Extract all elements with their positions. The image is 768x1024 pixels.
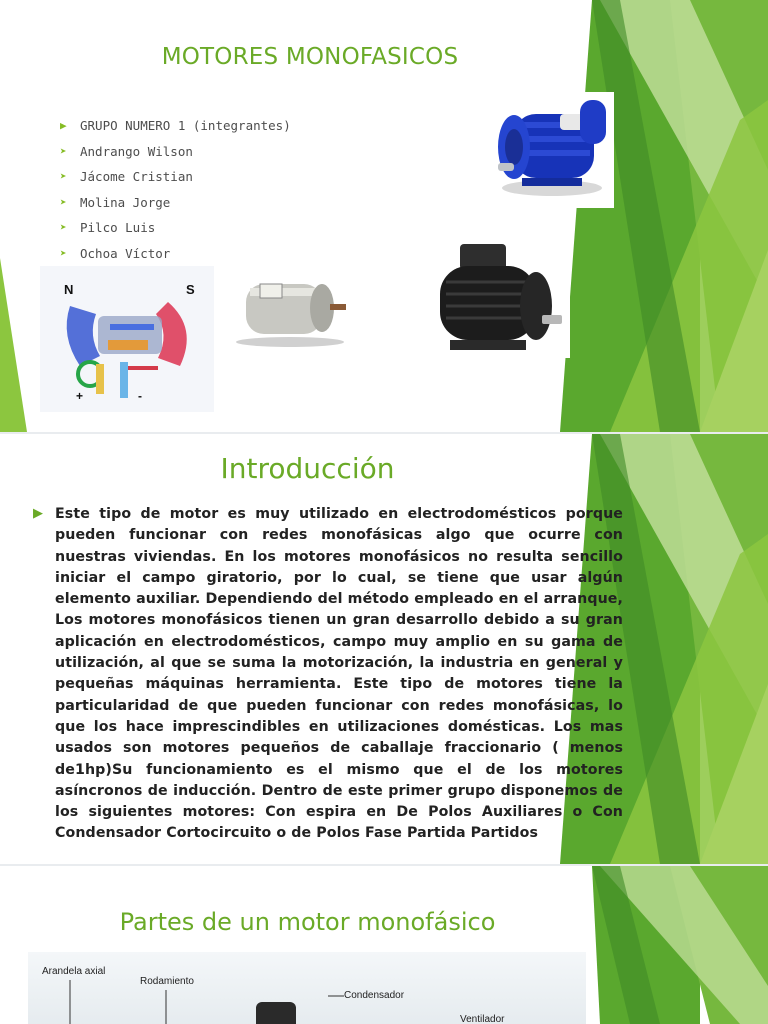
list-item xyxy=(58,142,291,168)
label-condensador: Condensador xyxy=(344,990,405,1001)
bullet-arrow-icon: ▶ xyxy=(33,506,43,521)
slide-title: Introducción xyxy=(220,452,395,485)
blue-motor-image xyxy=(484,92,614,208)
minus-label: - xyxy=(138,389,142,403)
list-item xyxy=(58,218,291,244)
black-motor-image xyxy=(430,238,570,358)
bullet-chevron-icon: ➤ xyxy=(60,195,67,209)
bullet-chevron-icon: ➤ xyxy=(60,246,67,260)
list-item xyxy=(58,116,291,142)
label-rodamiento: Rodamiento xyxy=(140,976,194,987)
parts-illustration xyxy=(28,952,586,1024)
bullet-chevron-icon: ➤ xyxy=(60,144,67,158)
silver-motor-image xyxy=(232,270,352,350)
slide-title: Partes de un motor monofásico xyxy=(119,908,496,936)
slide-introduccion xyxy=(0,434,768,864)
member-text: Jácome Cristian xyxy=(80,169,193,184)
member-text: Andrango Wilson xyxy=(80,143,193,159)
member-text: GRUPO NUMERO 1 (integrantes) xyxy=(80,118,291,133)
member-text: Molina Jorge xyxy=(80,194,171,210)
north-label: N xyxy=(64,282,74,297)
plus-label: + xyxy=(76,389,84,403)
bullet-chevron-icon: ➤ xyxy=(60,221,67,234)
label-arandela-axial: Arandela axial xyxy=(42,966,106,977)
motor-parts-diagram xyxy=(28,952,586,1024)
member-text: Ochoa Víctor xyxy=(80,245,171,261)
bullet-chevron-icon: ➤ xyxy=(60,170,67,183)
intro-paragraph: Este tipo de motor es muy utilizado en electrodomésticos porque pueden funcionar con redes monofásicas algo que ocurre con nuestras viviendas. En los motores monofásicos no resulta sencillo iniciar el campo giratorio, por lo cual, se tiene que usar algún elemento auxiliar. Dependiendo del método empleado en el arranque, Los motores monofásicos tienen un gran desarrollo debido a su gran aplicación en electrodomésticos, campo muy amplio en su gama de utilización, al que se suma la motorización, la industria en general y pequeñas máquinas herramienta. Este tipo de motores tiene la particularidad de que pueden funcionar con redes monofásicas, lo que los hace imprescindibles en utilizaciones domésticas. Los mas usados son motores pequeños de caballaje fraccionario ( menos de1hp)Su funcionamiento es el mismo que el de los motores asíncronos de inducción. Dentro de este primer grupo disponemos de los siguientes motores: Con espira en De Polos Auxiliares o Con Condensador Cortocircuito o de Polos Fase Partida Partidos xyxy=(55,506,623,842)
members-list xyxy=(58,116,291,269)
list-item xyxy=(58,167,291,193)
slide-partes-motor xyxy=(0,866,768,1024)
list-item xyxy=(58,193,291,219)
slide-motores-monofasicos xyxy=(0,0,768,432)
member-text: Pilco Luis xyxy=(80,220,156,235)
bullet-arrow-icon: ▶ xyxy=(60,119,67,132)
south-label: S xyxy=(186,282,195,297)
slide-title: MOTORES MONOFASICOS xyxy=(161,44,459,70)
label-ventilador: Ventilador xyxy=(460,1014,505,1024)
dc-motor-diagram xyxy=(40,266,214,412)
